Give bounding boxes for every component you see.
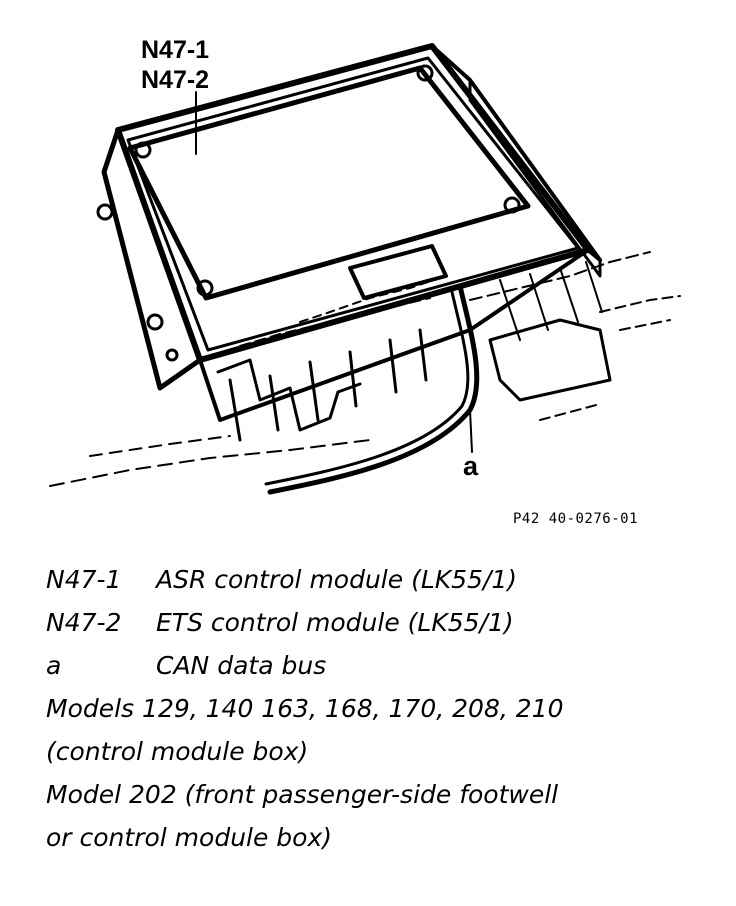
legend (46, 558, 726, 859)
leader-line-a (470, 410, 472, 452)
legend-note: (control module box) (46, 737, 309, 766)
callout-a: a (463, 451, 479, 481)
legend-item (46, 644, 726, 687)
legend-text: CAN data bus (156, 651, 327, 680)
figure-code: P42 40-0276-01 (513, 511, 639, 527)
callout-n47-2: N47-2 (141, 66, 210, 94)
legend-note: or control module box) (46, 823, 333, 852)
legend-text: ETS control module (LK55/1) (156, 608, 514, 637)
legend-note: Models 129, 140 163, 168, 170, 208, 210 (46, 694, 564, 723)
legend-item (46, 601, 726, 644)
legend-code: N47-1 (46, 565, 122, 594)
bracket-hole-2 (148, 315, 162, 329)
legend-note: Model 202 (front passenger-side footwell (46, 780, 559, 809)
legend-code: N47-2 (46, 608, 122, 637)
module-cover (130, 68, 528, 298)
legend-item (46, 558, 726, 601)
callout-n47-1: N47-1 (141, 36, 210, 64)
right-connector (490, 320, 610, 400)
legend-text: ASR control module (LK55/1) (156, 565, 518, 594)
bracket-hole-3 (167, 350, 177, 360)
legend-code: a (46, 651, 62, 680)
bracket-hole-1 (98, 205, 112, 219)
